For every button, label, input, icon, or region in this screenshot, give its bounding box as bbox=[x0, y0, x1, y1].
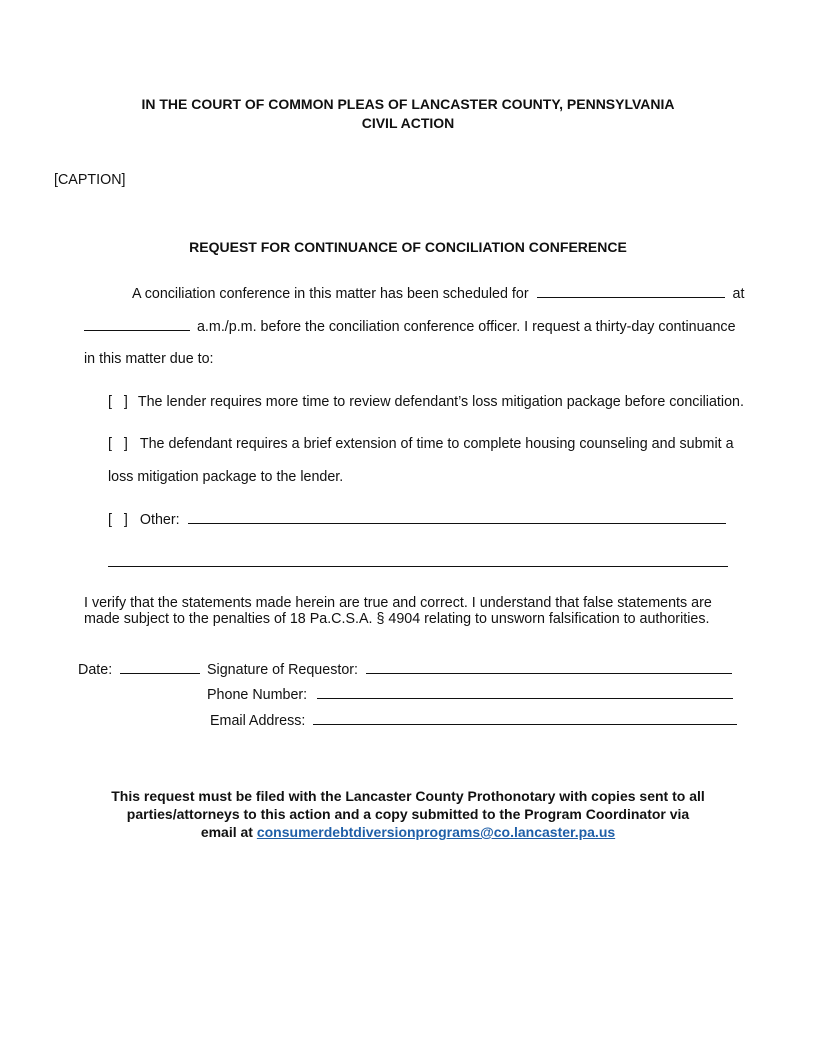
footer-line-1: This request must be filed with the Lancaster County Prothonotary with copies sent to all bbox=[111, 788, 705, 804]
option-defendant-checkbox[interactable]: [ ] bbox=[108, 436, 128, 452]
signature-row bbox=[207, 661, 732, 678]
other-reason-blank-2[interactable] bbox=[108, 552, 728, 567]
option-lender-text: The lender requires more time to review defendant’s loss mitigation package before conciliation. bbox=[137, 394, 744, 410]
civil-action-heading: CIVIL ACTION bbox=[361, 115, 455, 131]
scheduled-date-blank[interactable] bbox=[537, 285, 725, 298]
email-blank[interactable] bbox=[313, 712, 737, 725]
coordinator-email-link[interactable]: consumerdebtdiversionprograms@co.lancaster.pa.us bbox=[256, 824, 616, 840]
phone-blank[interactable] bbox=[317, 686, 733, 699]
option-defendant bbox=[108, 436, 734, 452]
footer-email-prefix: email at bbox=[200, 824, 253, 840]
phone-row bbox=[207, 686, 733, 703]
scheduled-time-blank[interactable] bbox=[84, 318, 190, 331]
footer-line-3 bbox=[0, 824, 816, 840]
scheduled-text: A conciliation conference in this matter has been scheduled for bbox=[132, 286, 529, 302]
caption-placeholder: [CAPTION] bbox=[54, 172, 126, 188]
verification-line-2: made subject to the penalties of 18 Pa.C.S.A. § 4904 relating to unsworn falsification to authorities. bbox=[84, 611, 710, 627]
email-label: Email Address: bbox=[210, 713, 306, 729]
due-to-line: in this matter due to: bbox=[84, 351, 214, 367]
option-lender bbox=[108, 394, 744, 410]
date-label: Date: bbox=[78, 662, 113, 678]
signature-blank[interactable] bbox=[366, 661, 732, 674]
date-row bbox=[78, 661, 200, 678]
option-defendant-continued: loss mitigation package to the lender. bbox=[108, 469, 344, 485]
option-other-checkbox[interactable]: [ ] bbox=[108, 512, 128, 528]
court-heading: IN THE COURT OF COMMON PLEAS OF LANCASTER COUNTY, PENNSYLVANIA bbox=[141, 96, 675, 112]
scheduled-line bbox=[132, 285, 744, 302]
option-other bbox=[108, 511, 726, 528]
option-other-label: Other: bbox=[139, 512, 180, 528]
other-reason-blank[interactable] bbox=[188, 511, 726, 524]
phone-label: Phone Number: bbox=[207, 687, 308, 703]
email-row bbox=[210, 712, 737, 729]
option-lender-checkbox[interactable]: [ ] bbox=[108, 394, 128, 410]
at-text: at bbox=[732, 286, 745, 302]
footer-line-2: parties/attorneys to this action and a copy submitted to the Program Coordinator via bbox=[126, 806, 690, 822]
verification-line-1: I verify that the statements made herein are true and correct. I understand that false statements are bbox=[84, 595, 712, 611]
time-line bbox=[84, 318, 736, 335]
time-text: a.m./p.m. before the conciliation conference officer. I request a thirty-day continuance bbox=[196, 319, 736, 335]
document-title: REQUEST FOR CONTINUANCE OF CONCILIATION CONFERENCE bbox=[189, 239, 627, 255]
date-blank[interactable] bbox=[120, 661, 200, 674]
signature-label: Signature of Requestor: bbox=[207, 662, 359, 678]
option-defendant-text: The defendant requires a brief extension of time to complete housing counseling and submit a bbox=[139, 436, 734, 452]
